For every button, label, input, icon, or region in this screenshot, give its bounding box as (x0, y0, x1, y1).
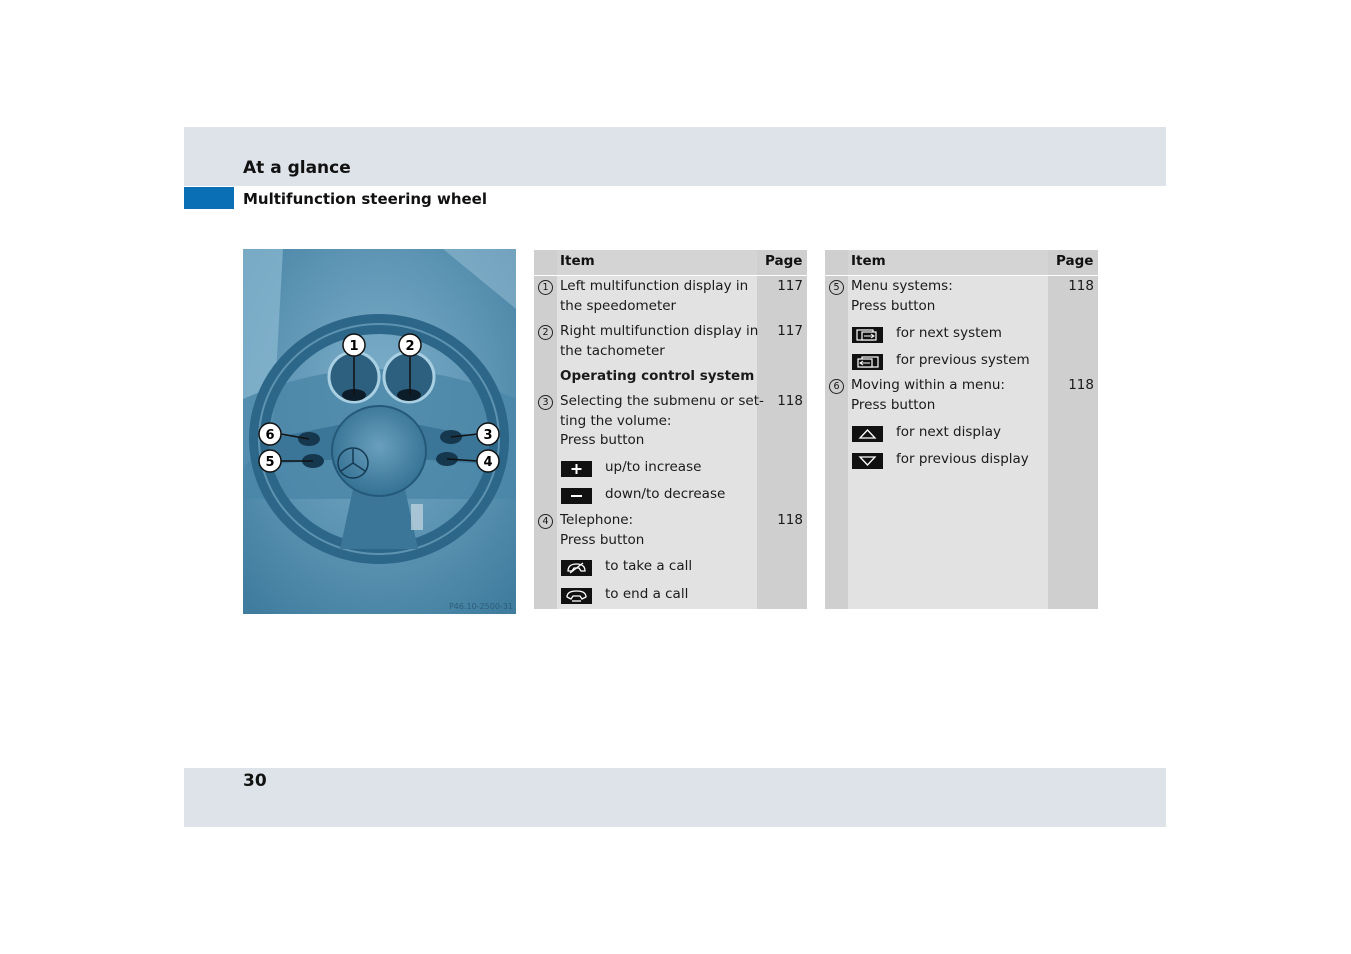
item-6-text: Moving within a menu: Press button (851, 377, 1005, 413)
previous-system-label: for previous system (896, 352, 1030, 368)
item-2-text: Right multifunction display in the tachometer (560, 323, 759, 359)
callout-3 (477, 423, 499, 445)
callout-5 (259, 450, 281, 472)
page-number: 30 (243, 771, 267, 791)
item-3-page: 118 (777, 393, 803, 409)
phone-end-call-icon (561, 588, 592, 604)
callout-1-label: 1 (349, 339, 359, 354)
operating-control-heading: Operating control system (560, 368, 755, 384)
column-header-page: Page (1056, 253, 1094, 269)
footer-band (184, 768, 1166, 827)
previous-system-key-icon (852, 354, 883, 370)
section-title: At a glance (243, 158, 351, 178)
item-1-page: 117 (777, 278, 803, 294)
item-number-5: 5 (829, 280, 844, 295)
column-header-item: Item (851, 253, 886, 269)
item-4-page: 118 (777, 512, 803, 528)
steering-wheel-photo (243, 249, 516, 614)
item-number-3: 3 (538, 395, 553, 410)
item-number-4: 4 (538, 514, 553, 529)
column-header-page: Page (765, 253, 803, 269)
item-4-text: Telephone: Press button (560, 512, 645, 548)
item-table-left (534, 250, 807, 609)
minus-key-label: down/to decrease (605, 486, 726, 502)
plus-key-icon (561, 461, 592, 477)
minus-key-icon (561, 488, 592, 504)
next-system-label: for next system (896, 325, 1002, 341)
column-header-item: Item (560, 253, 595, 269)
callout-6-label: 6 (265, 428, 275, 443)
item-2-page: 117 (777, 323, 803, 339)
callout-5-label: 5 (265, 455, 275, 470)
item-number-1: 1 (538, 280, 553, 295)
take-call-label: to take a call (605, 558, 693, 574)
subsection-title: Multifunction steering wheel (243, 190, 487, 208)
callout-6 (259, 423, 281, 445)
callout-4 (477, 450, 499, 472)
callout-2 (399, 334, 421, 356)
item-1-text: Left multifunction display in the speedometer (560, 278, 749, 314)
up-arrow-key-icon (852, 426, 883, 442)
item-3-text: Selecting the submenu or set- ting the volume: Press button (560, 393, 764, 448)
next-system-key-icon (852, 327, 883, 343)
callout-2-label: 2 (405, 339, 415, 354)
item-table-right (825, 250, 1098, 609)
item-5-page: 118 (1068, 278, 1094, 294)
section-marker (184, 187, 234, 209)
phone-take-call-icon (561, 560, 592, 576)
item-5-text: Menu systems: Press button (851, 278, 953, 314)
plus-key-label: up/to increase (605, 459, 702, 475)
photo-code: P46.10-2500-31 (448, 602, 513, 611)
item-6-page: 118 (1068, 377, 1094, 393)
callout-1 (343, 334, 365, 356)
next-display-label: for next display (896, 424, 1001, 440)
callout-4-label: 4 (483, 455, 493, 470)
item-number-6: 6 (829, 379, 844, 394)
previous-display-label: for previous display (896, 451, 1029, 467)
end-call-label: to end a call (605, 586, 689, 602)
callout-3-label: 3 (483, 428, 493, 443)
down-arrow-key-icon (852, 453, 883, 469)
item-number-2: 2 (538, 325, 553, 340)
